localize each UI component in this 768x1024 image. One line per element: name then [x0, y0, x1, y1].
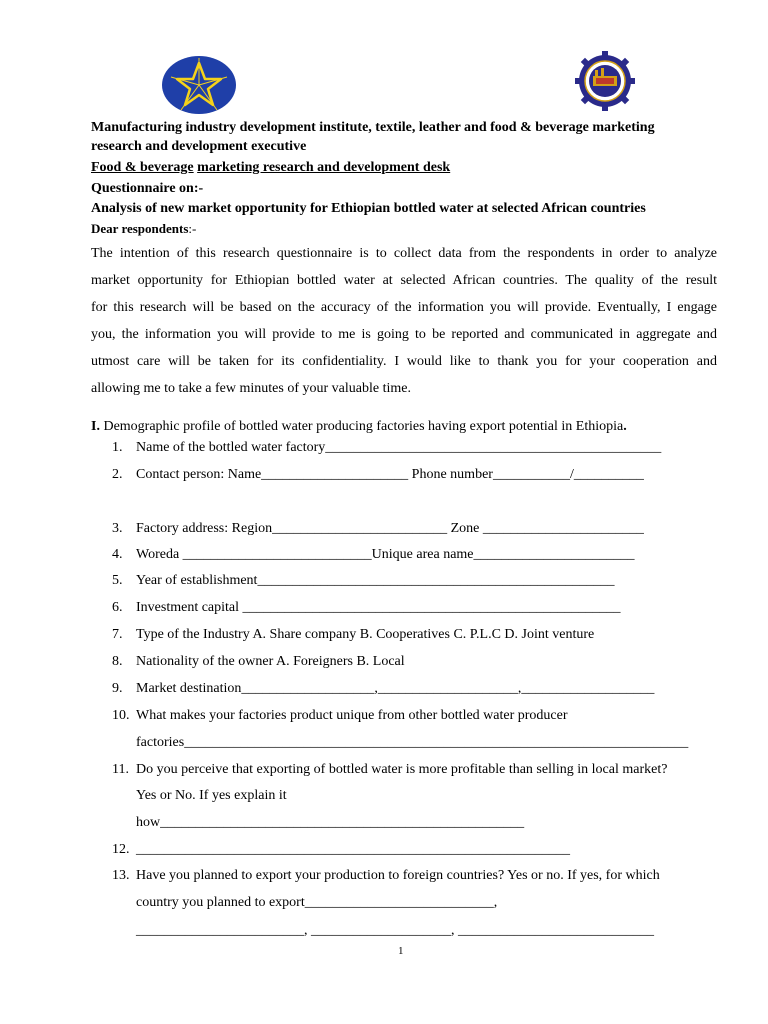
ethiopia-emblem-icon	[161, 55, 237, 115]
question-text: Investment capital ______________________________________________________	[136, 600, 621, 615]
question-number: 8.	[112, 654, 123, 669]
intro-line: allowing me to take a few minutes of your valuable time.	[91, 381, 411, 396]
question-number: 7.	[112, 627, 123, 642]
question-item	[112, 573, 614, 589]
intro-paragraph	[91, 240, 717, 402]
intro-line: utmost care will be taken for its confidentiality. I would like to thank you for your cooperation and	[91, 354, 717, 369]
question-number: 10.	[112, 708, 130, 723]
section-heading	[91, 419, 627, 435]
question-number: 9.	[112, 681, 123, 696]
question-text: What makes your factories product unique from other bottled water producer	[136, 708, 568, 723]
question-continuation: Yes or No. If yes explain it	[136, 788, 287, 803]
questionnaire-label: Questionnaire on:-	[91, 181, 204, 196]
question-number: 11.	[112, 762, 129, 777]
desk-title-part2: marketing research and development desk	[197, 160, 451, 175]
question-number: 3.	[112, 521, 123, 536]
question-item	[112, 708, 568, 724]
question-text: Name of the bottled water factory________________________________________________	[136, 440, 662, 455]
question-item	[112, 868, 660, 884]
section-period: .	[623, 419, 627, 434]
question-number: 5.	[112, 573, 123, 588]
question-continuation: how____________________________________________________	[136, 815, 525, 830]
question-item	[112, 654, 405, 670]
dear-respondents-label: Dear respondents	[91, 221, 189, 236]
institute-title-line1: Manufacturing industry development institute, textile, leather and food & beverage marketing	[91, 120, 655, 135]
question-item	[112, 547, 635, 563]
intro-line: The intention of this research questionnaire is to collect data from the respondents in order to analyze	[91, 246, 717, 261]
question-text: Nationality of the owner A. Foreigners B. Local	[136, 654, 405, 669]
midi-gear-logo-icon	[567, 50, 643, 112]
question-text: Market destination___________________,____________________,___________________	[136, 681, 655, 696]
question-item	[112, 440, 661, 456]
question-text: ______________________________________________________________	[136, 842, 570, 857]
question-continuation: ________________________, ____________________, ____________________________	[136, 923, 654, 938]
question-text: Factory address: Region_________________________ Zone _______________________	[136, 521, 644, 536]
question-text: Type of the Industry A. Share company B. Cooperatives C. P.L.C D. Joint venture	[136, 627, 595, 642]
question-number: 13.	[112, 868, 130, 883]
section-numeral: I.	[91, 419, 100, 434]
desk-title	[91, 160, 450, 176]
question-text: Year of establishment___________________________________________________	[136, 573, 615, 588]
intro-line: market opportunity for Ethiopian bottled water at selected African countries. The quality of the result	[91, 273, 717, 288]
intro-line: you, the information you will provide to me is going to be reported and communicated in aggregate and	[91, 327, 717, 342]
question-number: 1.	[112, 440, 123, 455]
question-item	[112, 762, 667, 778]
question-item	[112, 627, 594, 643]
question-number: 6.	[112, 600, 123, 615]
analysis-title: Analysis of new market opportunity for Ethiopian bottled water at selected African countries	[91, 201, 646, 216]
question-number: 4.	[112, 547, 123, 562]
question-item	[112, 467, 644, 483]
question-continuation: factories________________________________________________________________________	[136, 735, 689, 750]
question-item	[112, 521, 644, 537]
intro-line: for this research will be based on the accuracy of the information you will provide. Eventually, I engage	[91, 300, 717, 315]
question-continuation: country you planned to export___________________________,	[136, 895, 498, 910]
section-title: Demographic profile of bottled water producing factories having export potential in Ethiopia	[99, 419, 624, 434]
question-text: Have you planned to export your production to foreign countries? Yes or no. If yes, for which	[136, 868, 660, 883]
question-text: Contact person: Name_____________________ Phone number___________/__________	[136, 467, 644, 482]
question-number: 12.	[112, 842, 130, 857]
question-text: Do you perceive that exporting of bottled water is more profitable than selling in local market?	[136, 762, 668, 777]
question-item	[112, 681, 654, 697]
desk-title-part1: Food & beverage	[91, 160, 194, 175]
page-number: 1	[398, 945, 404, 957]
question-item	[112, 600, 621, 616]
institute-title-line2: research and development executive	[91, 139, 307, 154]
dear-respondents	[91, 221, 196, 237]
question-item	[112, 842, 570, 858]
dear-respondents-suffix: :-	[188, 221, 197, 236]
question-text: Woreda ___________________________Unique area name_______________________	[136, 547, 635, 562]
question-number: 2.	[112, 467, 123, 482]
